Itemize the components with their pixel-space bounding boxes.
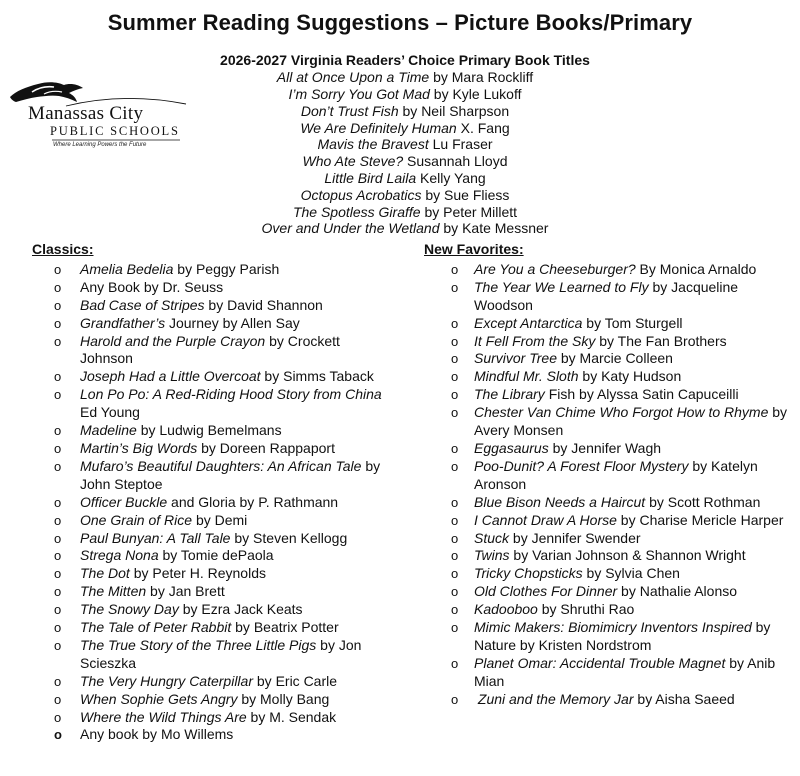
book-author: by Nathalie Alonso: [617, 583, 738, 600]
book-author: by Mara Rockliff: [429, 69, 534, 86]
book-title: Amelia Bedelia: [80, 260, 174, 277]
book-title: The Snowy Day: [80, 601, 179, 618]
book-title: I’m Sorry You Got Mad: [288, 86, 430, 103]
book-author: Journey by Allen Say: [165, 314, 300, 331]
list-item: [424, 315, 792, 333]
list-item: [32, 368, 392, 386]
book-author: by Peggy Parish: [173, 260, 280, 277]
list-item: [424, 368, 792, 386]
book-author: by Jacqueline Woodson: [474, 278, 739, 313]
list-item: [32, 565, 392, 583]
book-title: Joseph Had a Little Overcoat: [80, 368, 261, 385]
book-title: Kadooboo: [474, 601, 538, 618]
logo-name: Manassas City: [28, 103, 144, 124]
list-item: [424, 691, 792, 709]
book-title: The Mitten: [80, 583, 147, 600]
book-title: Paul Bunyan: A Tall Tale: [80, 529, 231, 546]
new-favorites-column: [424, 241, 792, 709]
book-author: by Sue Fliess: [421, 186, 510, 203]
book-author: Fish by Alyssa Satin Capuceilli: [544, 386, 739, 403]
book-author: by Anib Mian: [474, 654, 776, 689]
book-title: Little Bird Laila: [324, 170, 417, 187]
book-title: Over and Under the Wetland: [261, 220, 440, 237]
book-title: Old Clothes For Dinner: [474, 583, 618, 600]
new-favorites-heading-colon: :: [518, 241, 524, 257]
book-title: Bad Case of Stripes: [80, 296, 205, 313]
list-item: [424, 655, 792, 691]
book-title: Mindful Mr. Sloth: [474, 368, 579, 385]
book-author: by Jan Brett: [146, 583, 225, 600]
book-title: The True Story of the Three Little Pigs: [80, 636, 317, 653]
book-author: Ed Young: [80, 404, 140, 421]
book-author: by Jon Scieszka: [80, 636, 362, 671]
book-title: Tricky Chopsticks: [474, 565, 583, 582]
page-title: Summer Reading Suggestions – Picture Books/Primary: [107, 10, 693, 35]
book-title: The Spotless Giraffe: [292, 203, 421, 220]
list-item: [424, 565, 792, 583]
book-author: by David Shannon: [204, 296, 323, 313]
list-item: [424, 583, 792, 601]
list-item: [32, 709, 392, 727]
book-title: Eggasaurus: [474, 439, 549, 456]
book-author: by Jennifer Wagh: [548, 439, 662, 456]
book-author: by Ezra Jack Keats: [178, 601, 303, 618]
list-item: [424, 547, 792, 565]
vrc-book: [160, 103, 650, 120]
list-item: [424, 279, 792, 315]
list-item: [32, 297, 392, 315]
list-item: [32, 494, 392, 512]
list-item: [424, 601, 792, 619]
book-title: Harold and the Purple Crayon: [80, 332, 266, 349]
book-author: by Marcie Colleen: [556, 350, 673, 367]
book-author: by Katelyn Aronson: [474, 457, 758, 492]
book-author: Kelly Yang: [416, 170, 486, 187]
book-author: by Kyle Lukoff: [429, 86, 522, 103]
list-item: [32, 530, 392, 548]
book-title: Martin’s Big Words: [80, 439, 198, 456]
list-item: [32, 261, 392, 279]
book-author: by Demi: [192, 511, 248, 528]
book-title: Chester Van Chime Who Forgot How to Rhyme: [474, 404, 769, 421]
book-title: Zuni and the Memory Jar: [474, 690, 634, 707]
book-title: Stuck: [474, 529, 510, 546]
classics-heading-label: Classics: [32, 241, 89, 257]
list-item: [424, 494, 792, 512]
list-item: [424, 386, 792, 404]
book-author: by Aisha Saeed: [633, 690, 735, 707]
list-item: [424, 333, 792, 351]
list-item: [32, 619, 392, 637]
book-title: Don’t Trust Fish: [300, 102, 399, 119]
list-item: [32, 583, 392, 601]
logo-tagline: Where Learning Powers the Future: [53, 142, 147, 148]
book-author: by Avery Monsen: [474, 404, 788, 439]
vrc-book: [160, 136, 650, 153]
book-author: by Ludwig Bemelmans: [136, 422, 282, 439]
book-title: Except Antarctica: [474, 314, 583, 331]
list-item: [32, 333, 392, 369]
list-item: [32, 601, 392, 619]
book-author: by Tom Sturgell: [582, 314, 683, 331]
vrc-book: [160, 170, 650, 187]
book-author: by Peter H. Reynolds: [129, 565, 266, 582]
vrc-book: [160, 69, 650, 86]
book-title: The Dot: [80, 565, 130, 582]
list-item: [424, 261, 792, 279]
book-author: by Sylvia Chen: [582, 565, 680, 582]
book-author: by Scott Rothman: [645, 493, 761, 510]
book-author: Susannah Lloyd: [403, 153, 508, 170]
book-author: by Beatrix Potter: [231, 619, 339, 636]
book-title: Are You a Cheeseburger?: [474, 260, 636, 277]
logo-subtitle: PUBLIC SCHOOLS: [50, 124, 180, 138]
list-item: [32, 673, 392, 691]
classics-heading-colon: :: [88, 241, 94, 257]
list-item: [424, 512, 792, 530]
book-title: Grandfather’s: [80, 314, 166, 331]
book-author: by Jennifer Swender: [509, 529, 641, 546]
book-author: by Neil Sharpson: [398, 102, 510, 119]
book-title: Blue Bison Needs a Haircut: [474, 493, 646, 510]
book-title: Mavis the Bravest: [317, 136, 429, 153]
vrc-heading: 2026-2027 Virginia Readers’ Choice Primary Book Titles: [220, 52, 590, 68]
book-title: Octopus Acrobatics: [300, 186, 422, 203]
book-title: We Are Definitely Human: [300, 119, 457, 136]
list-item: [424, 530, 792, 548]
book-author: by Eric Carle: [253, 672, 338, 689]
classics-book-list: [32, 261, 392, 744]
vrc-book: [160, 153, 650, 170]
book-author: by Nature by Kristen Nordstrom: [474, 619, 771, 653]
book-author: by Steven Kellogg: [230, 529, 348, 546]
book-title: Twins: [474, 547, 510, 564]
list-item: [32, 422, 392, 440]
list-item: [32, 691, 392, 709]
book-title: Poo-Dunit? A Forest Floor Mystery: [474, 457, 689, 474]
book-author: X. Fang: [456, 119, 510, 136]
list-item: [32, 386, 392, 422]
book-title: Madeline: [80, 422, 137, 439]
vrc-book: [160, 204, 650, 221]
list-item: [32, 315, 392, 333]
new-favorites-heading: [424, 241, 792, 259]
list-item: [32, 547, 392, 565]
book-title: When Sophie Gets Angry: [80, 690, 238, 707]
list-item: [424, 404, 792, 440]
book-title: Who Ate Steve?: [302, 153, 404, 170]
book-author: and Gloria by P. Rathmann: [167, 493, 339, 510]
new-favorites-book-list: [424, 261, 792, 709]
book-title: I Cannot Draw A Horse: [474, 511, 617, 528]
book-author: Any book by Mo Willems: [80, 726, 234, 743]
book-title: Survivor Tree: [474, 350, 557, 367]
list-item: [32, 512, 392, 530]
list-item: [32, 637, 392, 673]
book-title: It Fell From the Sky: [474, 332, 596, 349]
book-author: by Molly Bang: [237, 690, 330, 707]
vrc-book-list: [160, 69, 650, 237]
book-author: by Peter Millett: [420, 203, 518, 220]
classics-heading: [32, 241, 392, 259]
vrc-book: [160, 187, 650, 204]
book-author: by John Steptoe: [80, 457, 381, 492]
book-author: by M. Sendak: [246, 708, 337, 725]
book-author: by Kate Messner: [439, 220, 549, 237]
book-author: Lu Fraser: [428, 136, 493, 153]
book-title: All at Once Upon a Time: [276, 69, 430, 86]
book-author: by Tomie dePaola: [158, 547, 274, 564]
list-item: [32, 279, 392, 297]
book-author: by Crockett Johnson: [80, 332, 340, 367]
list-item: [424, 440, 792, 458]
book-author: by Shruthi Rao: [537, 601, 635, 618]
book-title: Mimic Makers: Biomimicry Inventors Inspired: [474, 619, 752, 636]
book-author: By Monica Arnaldo: [635, 260, 757, 277]
book-title: One Grain of Rice: [80, 511, 193, 528]
book-author: by The Fan Brothers: [595, 332, 727, 349]
vrc-book: [160, 86, 650, 103]
list-item: [424, 350, 792, 368]
book-title: Mufaro’s Beautiful Daughters: An African Tale: [80, 457, 362, 474]
book-title: The Year We Learned to Fly: [474, 278, 649, 295]
vrc-book: [160, 220, 650, 237]
book-title: Where the Wild Things Are: [80, 708, 247, 725]
classics-column: [32, 241, 392, 744]
book-title: Planet Omar: Accidental Trouble Magnet: [474, 654, 726, 671]
list-item: [32, 458, 392, 494]
book-author: by Katy Hudson: [578, 368, 682, 385]
book-author: by Charise Mericle Harper: [616, 511, 784, 528]
list-item: [32, 440, 392, 458]
book-title: Officer Buckle: [80, 493, 168, 510]
virginia-readers-choice-section: [160, 52, 650, 237]
book-author: Any Book by Dr. Seuss: [80, 278, 224, 295]
book-title: Strega Nona: [80, 547, 159, 564]
list-item: [32, 726, 392, 744]
book-author: by Varian Johnson & Shannon Wright: [509, 547, 746, 564]
book-title: Lon Po Po: A Red-Riding Hood Story from China: [80, 386, 382, 403]
vrc-book: [160, 120, 650, 137]
list-item: [424, 619, 792, 655]
new-favorites-heading-label: New Favorites: [424, 241, 519, 257]
list-item: [424, 458, 792, 494]
book-author: by Doreen Rappaport: [197, 439, 335, 456]
book-author: by Simms Taback: [260, 368, 374, 385]
book-title: The Library: [474, 386, 545, 403]
book-title: The Very Hungry Caterpillar: [80, 672, 253, 689]
book-title: The Tale of Peter Rabbit: [80, 619, 232, 636]
